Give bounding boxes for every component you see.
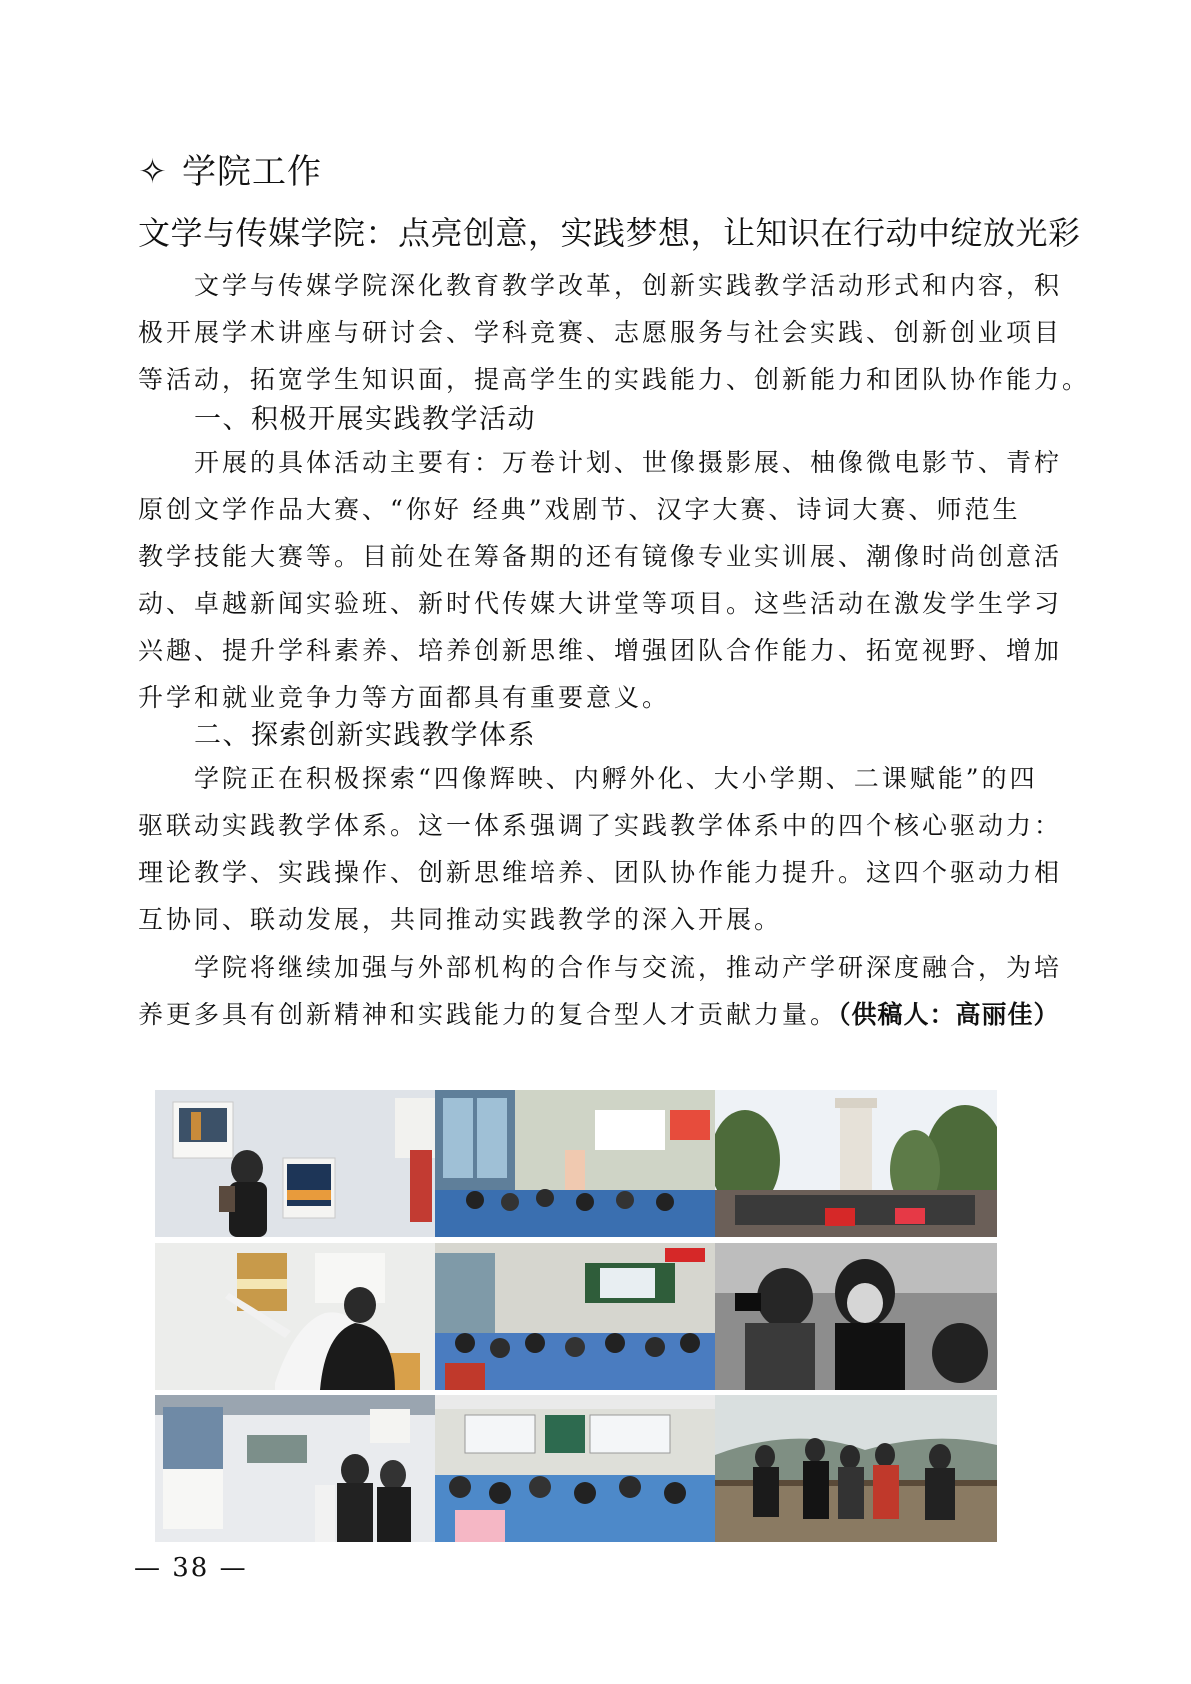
section2-line: 互协同、联动发展，共同推动实践教学的深入开展。	[138, 905, 783, 934]
closing-paragraph	[138, 944, 1063, 1038]
section2-line: 驱联动实践教学体系。这一体系强调了实践教学体系中的四个核心驱动力：	[138, 811, 1063, 840]
photo-classroom-students	[435, 1395, 717, 1542]
section1-line: 原创文学作品大赛、“你好 经典”戏剧节、汉字大赛、诗词大赛、师范生	[138, 495, 1021, 524]
section2-line: 理论教学、实践操作、创新思维培养、团队协作能力提升。这四个驱动力相	[138, 858, 1063, 887]
photo-exhibition-wall	[155, 1395, 437, 1542]
section1-line: 教学技能大赛等。目前处在筹备期的还有镜像专业实训展、潮像时尚创意活	[138, 542, 1063, 571]
intro-paragraph	[138, 262, 1091, 403]
section1-line: 兴趣、提升学科素养、培养创新思维、增强团队合作能力、拓宽视野、增加	[138, 636, 1063, 665]
photo-exhibition-viewer	[155, 1090, 437, 1237]
section2-paragraph	[138, 755, 1063, 943]
photo-gallery	[155, 1090, 1040, 1548]
closing-line	[138, 991, 1058, 1038]
section1-line: 动、卓越新闻实验班、新时代传媒大讲堂等项目。这些活动在激发学生学习	[138, 589, 1063, 618]
photo-classroom-lesson	[435, 1090, 717, 1237]
author-credit: （供稿人：高丽佳）	[838, 1000, 1060, 1029]
photo-bw-photographers	[715, 1243, 997, 1390]
section-title-text: 学院工作	[182, 152, 322, 192]
photo-classroom-screen	[435, 1243, 717, 1390]
photo-students-outdoor	[715, 1395, 997, 1542]
intro-line: 文学与传媒学院深化教育教学改革，创新实践教学活动形式和内容，积	[194, 271, 1063, 300]
section-title	[138, 152, 322, 192]
article-headline: 文学与传媒学院：点亮创意，实践梦想，让知识在行动中绽放光彩	[138, 214, 1081, 252]
section2-line: 学院正在积极探索“四像辉映、内孵外化、大小学期、二课赋能”的四	[194, 764, 1038, 793]
intro-line: 等活动，拓宽学生知识面，提高学生的实践能力、创新能力和团队协作能力。	[138, 365, 1091, 394]
photo-exhibition-pointing	[155, 1243, 437, 1390]
closing-line: 学院将继续加强与外部机构的合作与交流，推动产学研深度融合，为培	[194, 953, 1063, 982]
section1-paragraph	[138, 439, 1063, 721]
diamond-icon: ✧	[138, 152, 168, 192]
section2-heading: 二、探索创新实践教学体系	[194, 720, 536, 751]
section1-line: 升学和就业竞争力等方面都具有重要意义。	[138, 683, 671, 712]
closing-line-text: 养更多具有创新精神和实践能力的复合型人才贡献力量。	[138, 1000, 839, 1029]
page-number: — 38 —	[134, 1553, 248, 1583]
section1-line: 开展的具体活动主要有：万卷计划、世像摄影展、柚像微电影节、青柠	[194, 448, 1063, 477]
intro-line: 极开展学术讲座与研讨会、学科竞赛、志愿服务与社会实践、创新创业项目	[138, 318, 1063, 347]
section1-heading: 一、积极开展实践教学活动	[194, 404, 536, 435]
photo-monument-group	[715, 1090, 997, 1237]
